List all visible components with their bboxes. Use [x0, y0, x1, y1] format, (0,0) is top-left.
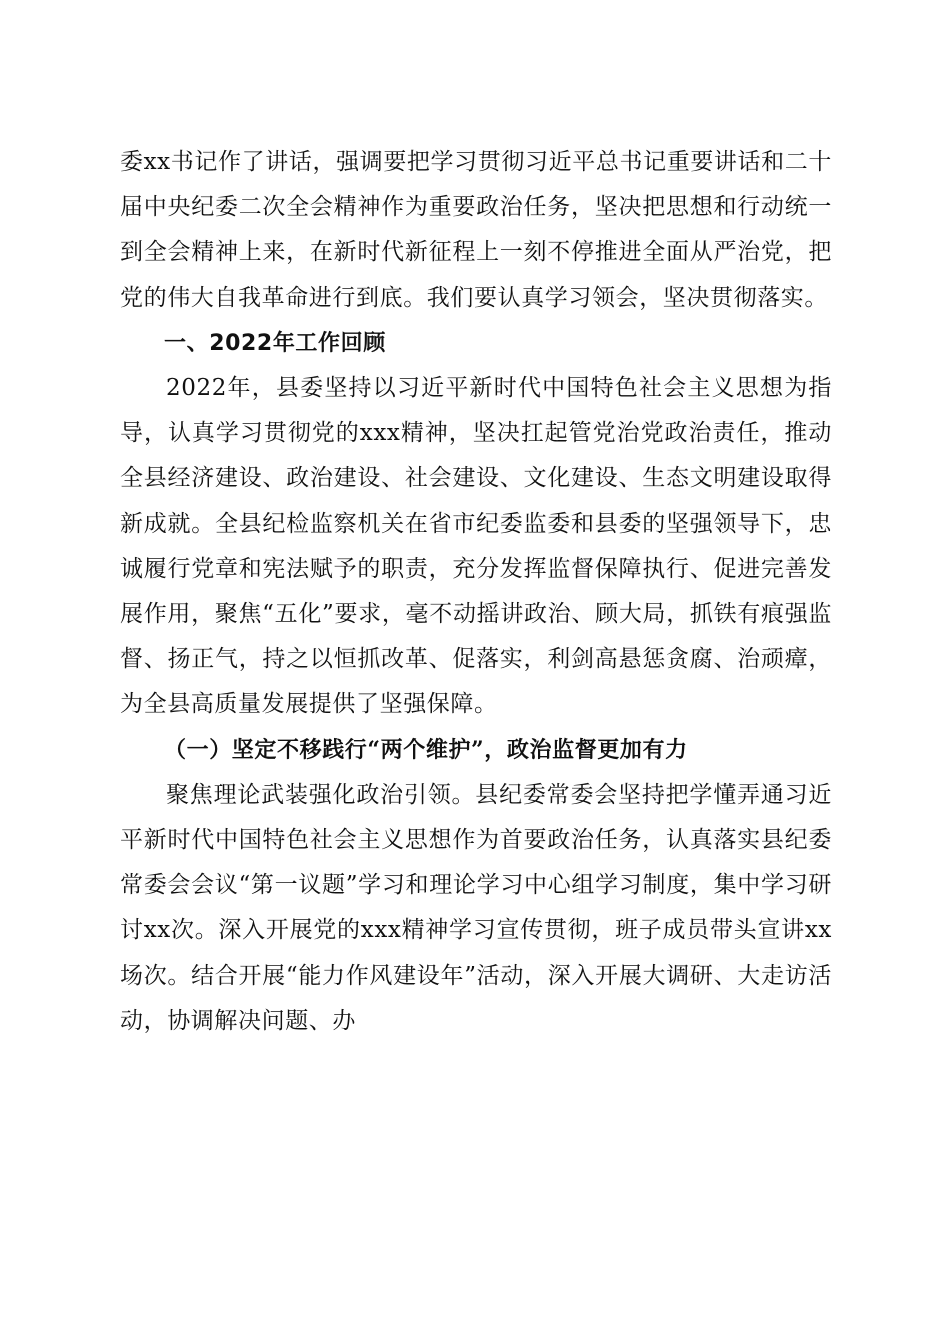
paragraph: 聚焦理论武装强化政治引领。县纪委常委会坚持把学懂弄通习近平新时代中国特色社会主义思想作为首要政治任务，认真落实县纪委常委会会议“第一议题”学习和理论学习中心组学习制度，集中学习研讨xx次。深入开展党的xxx精神学习宣传贯彻，班子成员带头宣讲xx场次。结合开展“能力作风建设年”活动，深入开展大调研、大走访活动，协调解决问题、办: [120, 781, 832, 1034]
section-heading: 一、2022年工作回顾: [164, 330, 386, 356]
paragraph: 2022年，县委坚持以习近平新时代中国特色社会主义思想为指导，认真学习贯彻党的xxx精神，坚决扛起管党治党政治责任，推动全县经济建设、政治建设、社会建设、文化建设、生态文明建设取得新成就。全县纪检监察机关在省市纪委监委和县委的坚强领导下，忠诚履行党章和宪法赋予的职责，充分发挥监督保障执行、促进完善发展作用，聚焦“五化”要求，毫不动摇讲政治、顾大局，抓铁有痕强监督、扬正气，持之以恒抓改革、促落实，利剑高悬惩贪腐、治顽瘴，为全县高质量发展提供了坚强保障。: [120, 375, 832, 718]
document-body: [120, 140, 832, 1044]
paragraph-continued: 委xx书记作了讲话，强调要把学习贯彻习近平总书记重要讲话和二十届中央纪委二次全会精神作为重要政治任务，坚决把思想和行动统一到全会精神上来，在新时代新征程上一刻不停推进全面从严治党，把党的伟大自我革命进行到底。我们要认真学习领会，坚决贯彻落实。: [120, 149, 832, 311]
subsection-heading: （一）坚定不移践行“两个维护”，政治监督更加有力: [164, 736, 688, 763]
